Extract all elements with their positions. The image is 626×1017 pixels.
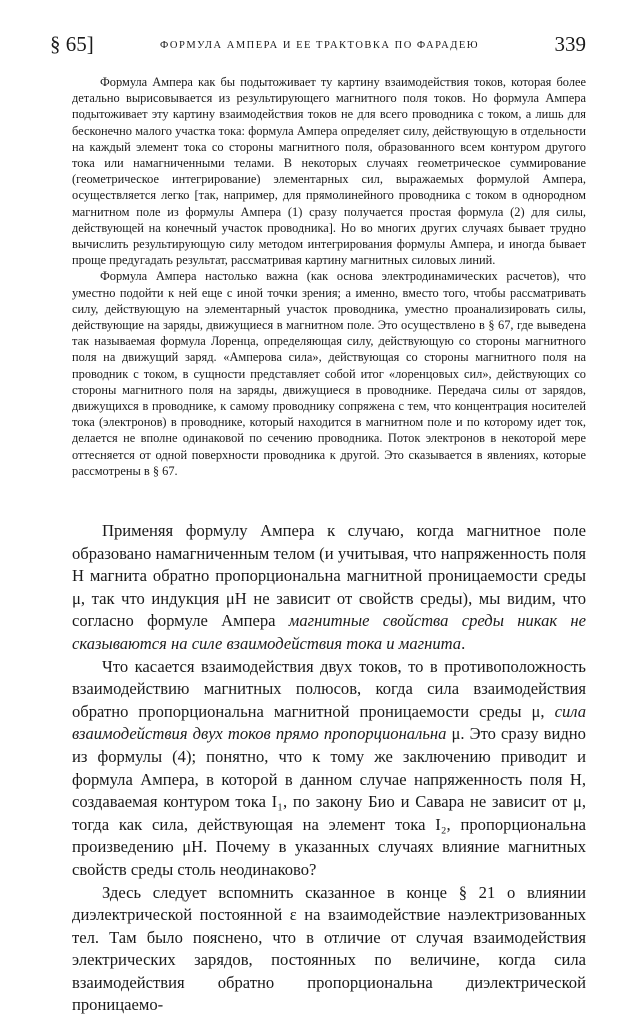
text-run: Что касается взаимодействия двух токов, то в противоположность взаимодействию магнитных полюсов, когда сила взаимодействия обратно пропорциональна магнитной проницаемости среды μ, xyxy=(72,657,586,721)
italic-run: магнитные свойства среды никак не сказываются на силе взаимодействия тока и магнита xyxy=(72,611,586,653)
text-run: Применяя формулу Ампера к случаю, когда магнитное поле образовано намагниченным телом (и учитывая, что напряженность поля H магнита обратно пропорциональна магнитной проницаемости среды μ, так что индукция μH не зависит от свойств среды), мы видим, что согласно формуле Ампера xyxy=(72,521,586,630)
running-title: ФОРМУЛА АМПЕРА И ЕЕ ТРАКТОВКА ПО ФАРАДЕЮ xyxy=(160,40,479,51)
main-paragraph xyxy=(72,882,586,1017)
text-run: Здесь следует вспомнить сказанное в конце § 21 о влиянии диэлектрической постоянной ε на взаимодействие наэлектризованных тел. Там было пояснено, что в отличие от случая взаимодействия электрических зарядов, постоянных по величине, когда сила взаимодействия обратно пропорциональна диэлектрической проницаемо- xyxy=(72,883,586,1015)
italic-run: сила взаимодействия двух токов прямо пропорциональна xyxy=(72,702,586,744)
page-number: 339 xyxy=(555,32,587,57)
running-header xyxy=(50,32,586,60)
small-paragraph xyxy=(72,74,586,268)
main-text-block xyxy=(72,520,586,1017)
main-paragraph xyxy=(72,656,586,882)
text-run: Формула Ампера как бы подытоживает ту картину взаимодействия токов, которая более детально вырисовывается из результирующего магнитного поля токов. Но формула Ампера подытоживает эту картину взаимодействия токов не для всего проводника с током, а лишь для бесконечно малого участка тока: формула Ампера определяет силу, действующую в отдельности на каждый элемент тока со стороны магнитного поля, образованного всем контуром другого тока или намагниченными телами. В некоторых случаях геометрическое суммирование (геометрическое интегрирование) элементарных сил, выражаемых формулой Ампера, осуществляется легко [так, например, для прямолинейного проводника с током в однородном магнитном поле из формулы Ампера (1) сразу получается простая формула (2) для силы, действующей на конечный участок проводника]. Но во многих других случаях бывает трудно вычислить результирующую силу методом интегрирования формулы Ампера, и иногда бывает проще предугадать результат, рассматривая картину магнитных силовых линий. xyxy=(72,75,586,267)
small-paragraph xyxy=(72,268,586,479)
text-run: Формула Ампера настолько важна (как основа электродинамических расчетов), что уместно подойти к ней еще с иной точки зрения; а именно, вместо того, чтобы рассматривать силу, действующую на элементарный участок проводника, уместно проанализировать силы, действующие на заряды, движущиеся в магнитном поле. Это осуществлено в § 67, где выведена так называемая формула Лоренца, определяющая силу, действующую со стороны магнитного поля на движущий заряд. «Амперова сила», действующая со стороны магнитного поля на проводник с током, в сущности представляет собой итог «лоренцовых сил», действующих со стороны магнитного поля на заряды, движущиеся в проводнике. Передача силы от зарядов, движущихся в проводнике, к самому проводнику сопряжена с тем, что концентрация носителей тока (электронов) в проводнике, который находится в магнитном поле и по которому идет ток, делается не вполне одинаковой по сечению проводника. Поток электронов в некоторой мере оттесняется от одной поверхности проводника к другой. Это сказывается в явлениях, которые рассмотрены в § 67. xyxy=(72,269,586,477)
text-run: μ. Это сразу видно из формулы (4); понятно, что к тому же заключению приводит и формула Ампера, в которой в данном случае напряженность поля H, создаваемая контуром тока I₁, по закону Био и Савара не зависит от μ, тогда как сила, действующая на элемент тока I₂, пропорциональна произведению μH. Почему в указанных случаях влияние магнитных свойств среды столь неодинаково? xyxy=(72,724,586,879)
section-number: § 65] xyxy=(50,32,94,57)
text-run: . xyxy=(461,634,465,653)
small-print-block xyxy=(72,74,586,479)
main-paragraph xyxy=(72,520,586,656)
